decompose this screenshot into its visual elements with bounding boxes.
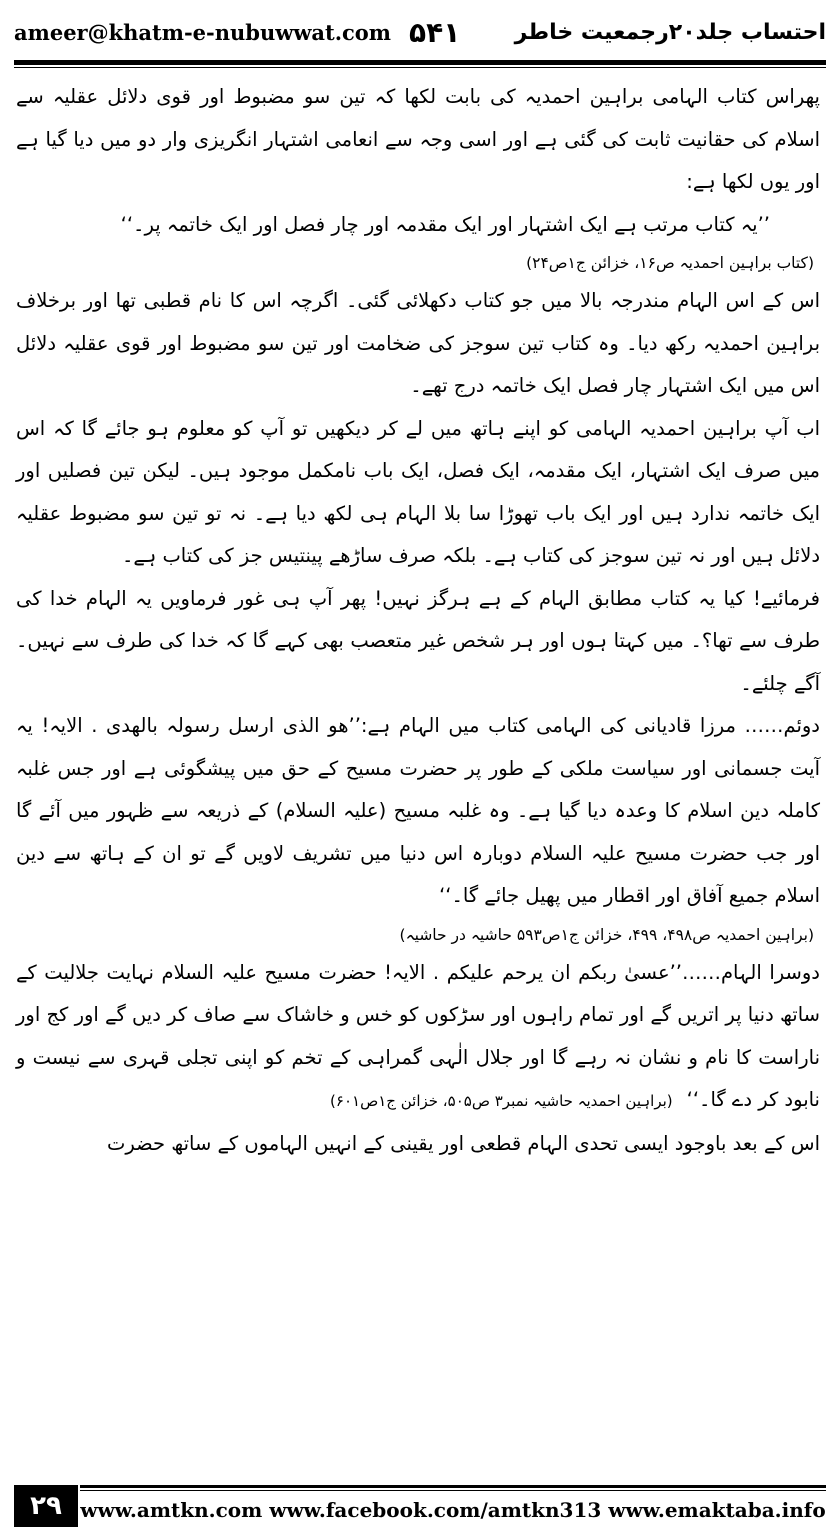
page-header [14, 6, 826, 58]
quote-1: ’’یہ کتاب مرتب ہے ایک اشتہار اور ایک مقدمہ اور چار فصل اور ایک خاتمہ پر۔‘‘ [120, 212, 770, 236]
paragraph-6 [16, 952, 820, 1123]
header-email: ameer@khatm-e-nubuwwat.com [14, 19, 392, 45]
paragraph-7: اس کے بعد باوجود ایسی تحدی الہام قطعی اور یقینی کے انہیں الہاموں کے ساتھ حضرت [106, 1131, 820, 1155]
running-title: احتساب جلد۲۰رجمعیت خاطر [514, 19, 826, 45]
paragraph-5: دوئم…… مرزا قادیانی کی الہامی کتاب میں الہام ہے:’’ھو الذی ارسل رسولہ بالھدی . الایہ! یہ آیت جسمانی اور سیاست ملکی کے طور پر حضرت مسیح کے حق میں پیشگوئی ہے اور جس غلبہ کاملہ دین اسلام کا وعدہ دیا گیا ہے۔ وہ غلبہ مسیح (علیہ السلام) کے ذریعہ سے ظہور میں آئے گا اور جب حضرت مسیح علیہ السلام دوبارہ اس دنیا میں تشریف لاویں گے تو ان کے ہاتھ سے دین اسلام جمیع آفاق اور اقطار میں پھیل جائے گا۔‘‘ [16, 714, 820, 907]
paragraph-2: اس کے اس الہام مندرجہ بالا میں جو کتاب دکھلائی گئی۔ اگرچہ اس کا نام قطبی تھا اور برخلاف براہین احمدیہ رکھ دیا۔ وہ کتاب تین سوجز کی ضخامت اور تین سو مضبوط اور قوی عقلیہ دلائل اس میں ایک اشتہار چار فصل ایک خاتمہ درج تھے۔ [16, 289, 820, 397]
page-footer [14, 1483, 826, 1529]
footer-page-number: ۲۹ [14, 1485, 78, 1527]
paragraph-1: پھراس کتاب الہامی براہین احمدیہ کی بابت لکھا کہ تین سو مضبوط اور قوی دلائل عقلیہ سے اسلام کی حقانیت ثابت کی گئی ہے اور اسی وجہ سے انعامی اشتہار انگریزی وار دو میں دیا گیا ہے اور یوں لکھا ہے: [16, 85, 820, 193]
page-body [16, 76, 820, 1165]
footer-rule-thick [80, 1485, 826, 1488]
reference-3: (براہین احمدیہ حاشیہ نمبر۳ ص۵۰۵، خزائن ج۱ص۶۰۱) [330, 1092, 673, 1110]
header-page-number: ۵۴۱ [409, 15, 461, 49]
header-rule-thin [14, 67, 826, 68]
reference-1: (کتاب براہین احمدیہ ص۱۶، خزائن ج۱ص۲۴) [526, 254, 814, 272]
paragraph-6-text: دوسرا الہام……’’عسیٰ ربکم ان یرحم علیکم . الایہ! حضرت مسیح علیہ السلام نہایت جلالیت کے ساتھ دنیا پر اتریں گے اور تمام راہوں اور سڑکوں کو خس و خاشاک سے صاف کر دیں گے اور کج اور ناراست کا نام و نشان نہ رہے گا اور جلال الٰہی گمراہی کے تخم کو اپنی تجلی قہری سے نیست و نابود کر دے گا۔‘‘ [16, 960, 820, 1111]
paragraph-4: فرمائیے! کیا یہ کتاب مطابق الہام کے ہے ہرگز نہیں! پھر آپ ہی غور فرماویں یہ الہام خدا کی طرف سے تھا؟۔ میں کہتا ہوں اور ہر شخص غیر متعصب بھی کہے گا کہ خدا کی طرف سے نہیں۔ آگے چلئے۔ [16, 586, 820, 695]
header-rule-thick [14, 60, 826, 65]
footer-rule-thin [80, 1490, 826, 1491]
paragraph-3: اب آپ براہین احمدیہ الہامی کو اپنے ہاتھ میں لے کر دیکھیں تو آپ کو معلوم ہو جائے گا کہ اس میں صرف ایک اشتہار، ایک مقدمہ، ایک فصل، ایک باب نامکمل موجود ہیں۔ لیکن تین فصلیں اور ایک خاتمہ ندارد ہیں اور ایک باب تھوڑا سا بلا الہام ہی لکھ دیا ہے۔ نہ تو تین سو مضبوط عقلیہ دلائل ہیں اور نہ تین سوجز کی کتاب ہے۔ بلکہ صرف ساڑھے پینتیس جز کی کتاب ہے۔ [16, 416, 820, 567]
footer-links: www.amtkn.com www.facebook.com/amtkn313 www.emaktaba.info [80, 1498, 826, 1522]
header-left [14, 16, 460, 49]
reference-2: (براہین احمدیہ ص۴۹۸، ۴۹۹، خزائن ج۱ص۵۹۳ حاشیہ در حاشیہ) [399, 925, 814, 944]
